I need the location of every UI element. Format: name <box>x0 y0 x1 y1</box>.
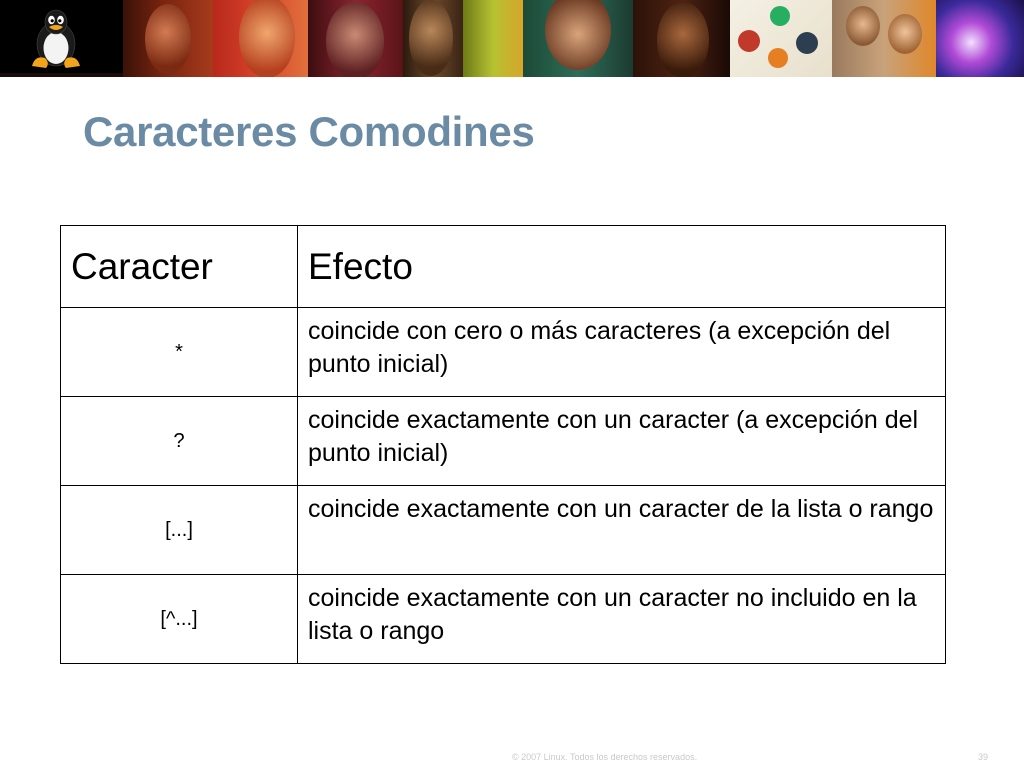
banner-photo-9 <box>832 0 936 77</box>
banner-photo-2 <box>213 0 308 77</box>
banner-photo-4 <box>403 0 463 77</box>
column-header-efecto: Efecto <box>298 226 946 308</box>
column-header-caracter: Caracter <box>61 226 298 308</box>
wildcard-symbol: [...] <box>61 486 298 575</box>
table-row <box>61 575 946 664</box>
banner-photo-3 <box>308 0 403 77</box>
table-header-row <box>61 226 946 308</box>
table-row <box>61 397 946 486</box>
wildcard-effect: coincide exactamente con un caracter de la lista o rango <box>298 486 946 575</box>
banner-photo-6 <box>523 0 633 77</box>
banner-photo-10 <box>936 0 1024 77</box>
wildcard-effect: coincide exactamente con un caracter (a excepción del punto inicial) <box>298 397 946 486</box>
wildcard-symbol: ? <box>61 397 298 486</box>
banner-photo-5 <box>463 0 523 77</box>
banner-photo-1 <box>123 0 213 77</box>
wildcard-symbol: * <box>61 308 298 397</box>
banner-photo-8 <box>730 0 832 77</box>
wildcard-table <box>60 225 946 664</box>
header-banner <box>0 0 1024 77</box>
banner-photo-7 <box>633 0 730 77</box>
wildcard-effect: coincide con cero o más caracteres (a excepción del punto inicial) <box>298 308 946 397</box>
logo-box <box>0 0 123 73</box>
wildcard-effect: coincide exactamente con un caracter no incluido en la lista o rango <box>298 575 946 664</box>
slide-title: Caracteres Comodines <box>83 108 535 155</box>
page-number: 39 <box>978 752 989 762</box>
copyright-notice: © 2007 Linux. Todos los derechos reservados. <box>512 752 698 762</box>
table-row <box>61 308 946 397</box>
table-row <box>61 486 946 575</box>
tux-penguin-icon <box>28 8 84 70</box>
wildcard-symbol: [^...] <box>61 575 298 664</box>
